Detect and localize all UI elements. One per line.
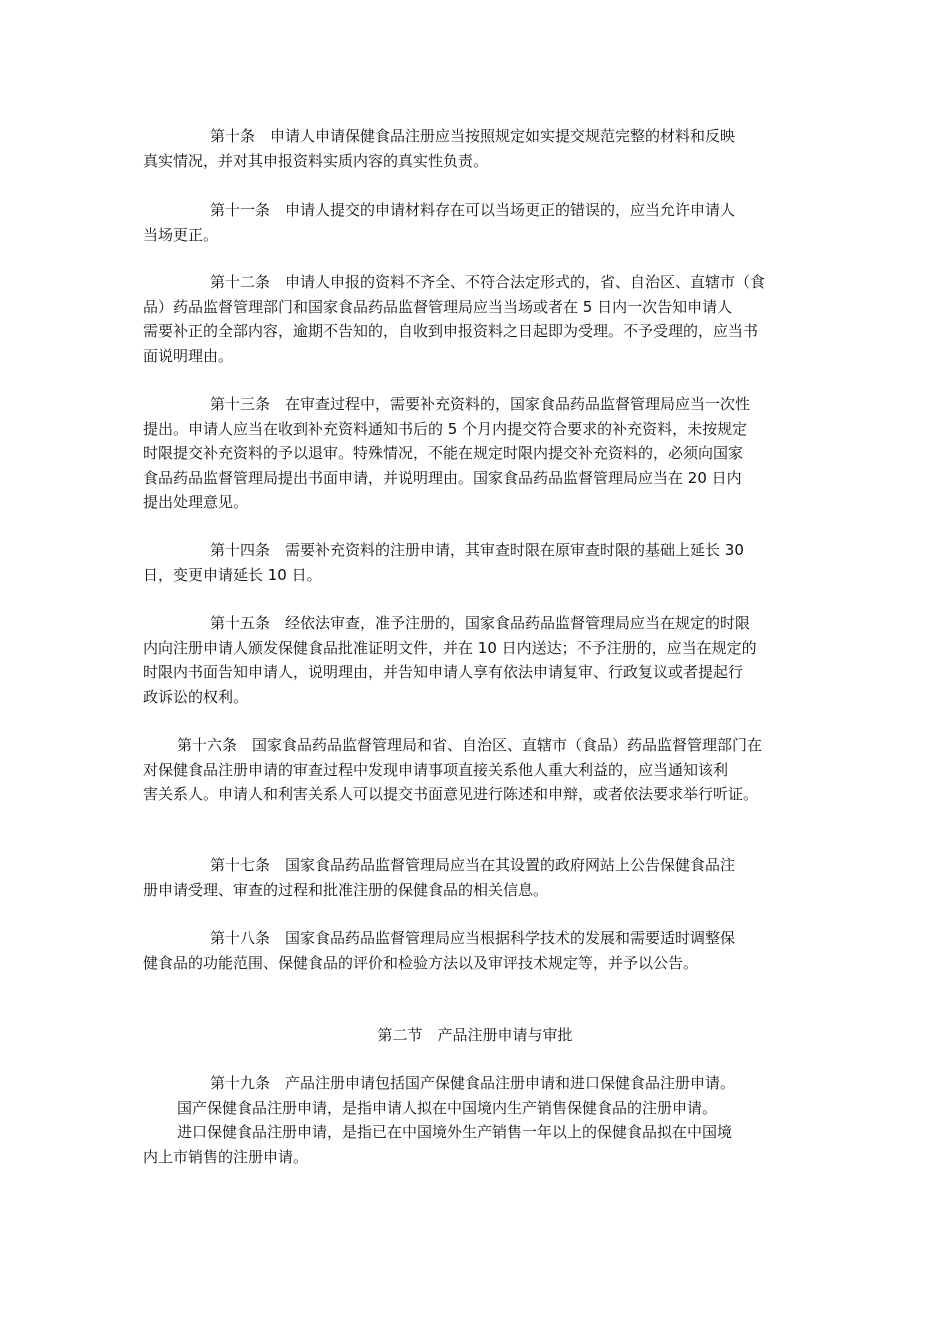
article-17-line-2: 册申请受理、审查的过程和批准注册的保健食品的相关信息。 [143, 880, 549, 899]
article-14 [143, 538, 813, 587]
section-heading: 第二节 产品注册申请与审批 [377, 1026, 573, 1044]
article-13-line-5: 提出处理意见。 [143, 493, 249, 511]
article-11-line-2: 当场更正。 [143, 225, 219, 244]
article-17-line-1: 第十七条 国家食品药品监督管理局应当在其设置的政府网站上公告保健食品注 [210, 856, 736, 874]
article-14-line-2: 日，变更申请延长 10 日。 [143, 565, 322, 584]
article-18-line-1: 第十八条 国家食品药品监督管理局应当根据科学技术的发展和需要适时调整保 [210, 929, 736, 947]
article-19-line-2: 国产保健食品注册申请，是指申请人拟在中国境内生产销售保健食品的注册申请。 [177, 1098, 718, 1117]
article-11 [143, 198, 813, 247]
article-12-line-4: 面说明理由。 [143, 346, 234, 365]
article-19-line-4: 内上市销售的注册申请。 [143, 1147, 309, 1166]
article-12-line-1: 第十二条 申请人申报的资料不齐全、不符合法定形式的，省、自治区、直辖市（食 [210, 273, 766, 291]
article-13 [143, 392, 813, 515]
article-15-line-1: 第十五条 经依法审查，准予注册的，国家食品药品监督管理局应当在规定的时限 [210, 614, 751, 632]
article-12-line-3: 需要补正的全部内容，逾期不告知的，自收到申报资料之日起即为受理。不予受理的，应当书 [143, 322, 759, 340]
article-16-line-1: 第十六条 国家食品药品监督管理局和省、自治区、直辖市（食品）药品监督管理部门在 [177, 736, 763, 754]
article-13-line-3: 时限提交补充资料的予以退审。特殊情况，不能在规定时限内提交补充资料的，必须向国家 [143, 444, 744, 462]
article-16-line-3: 害关系人。申请人和利害关系人可以提交书面意见进行陈述和申辩，或者依法要求举行听证。 [143, 785, 759, 803]
article-15-line-4: 政诉讼的权利。 [143, 687, 249, 706]
article-18-line-2: 健食品的功能范围、保健食品的评价和检验方法以及审评技术规定等，并予以公告。 [143, 953, 699, 972]
article-17 [143, 853, 813, 902]
article-10-line-1: 第十条 申请人申请保健食品注册应当按照规定如实提交规范完整的材料和反映 [210, 127, 736, 145]
article-11-line-1: 第十一条 申请人提交的申请材料存在可以当场更正的错误的，应当允许申请人 [210, 201, 736, 219]
article-19-line-1: 第十九条 产品注册申请包括国产保健食品注册申请和进口保健食品注册申请。 [210, 1074, 736, 1092]
article-12 [143, 270, 813, 368]
article-13-line-4: 食品药品监督管理局提出书面申请，并说明理由。国家食品药品监督管理局应当在 20 日内 [143, 468, 742, 487]
article-10-line-2: 真实情况，并对其申报资料实质内容的真实性负责。 [143, 151, 489, 170]
article-13-line-2: 提出。申请人应当在收到补充资料通知书后的 5 个月内提交符合要求的补充资料，未按规定 [143, 419, 748, 438]
article-15-line-3: 时限内书面告知申请人，说明理由，并告知申请人享有依法申请复审、行政复议或者提起行 [143, 663, 744, 681]
article-19 [143, 1071, 813, 1169]
article-15 [143, 611, 813, 709]
article-10 [143, 124, 813, 173]
article-13-line-1: 第十三条 在审查过程中，需要补充资料的，国家食品药品监督管理局应当一次性 [210, 395, 751, 413]
article-14-line-1: 第十四条 需要补充资料的注册申请，其审查时限在原审查时限的基础上延长 30 [210, 541, 744, 559]
article-15-line-2: 内向注册申请人颁发保健食品批准证明文件，并在 10 日内送达；不予注册的，应当在规定的 [143, 638, 757, 657]
article-19-line-3: 进口保健食品注册申请，是指已在中国境外生产销售一年以上的保健食品拟在中国境 [177, 1123, 733, 1141]
article-16-line-2: 对保健食品注册申请的审查过程中发现申请事项直接关系他人重大利益的，应当通知该利 [143, 760, 729, 779]
article-12-line-2: 品）药品监督管理部门和国家食品药品监督管理局应当当场或者在 5 日内一次告知申请人 [143, 297, 733, 316]
article-16 [143, 733, 813, 807]
article-18 [143, 926, 813, 975]
